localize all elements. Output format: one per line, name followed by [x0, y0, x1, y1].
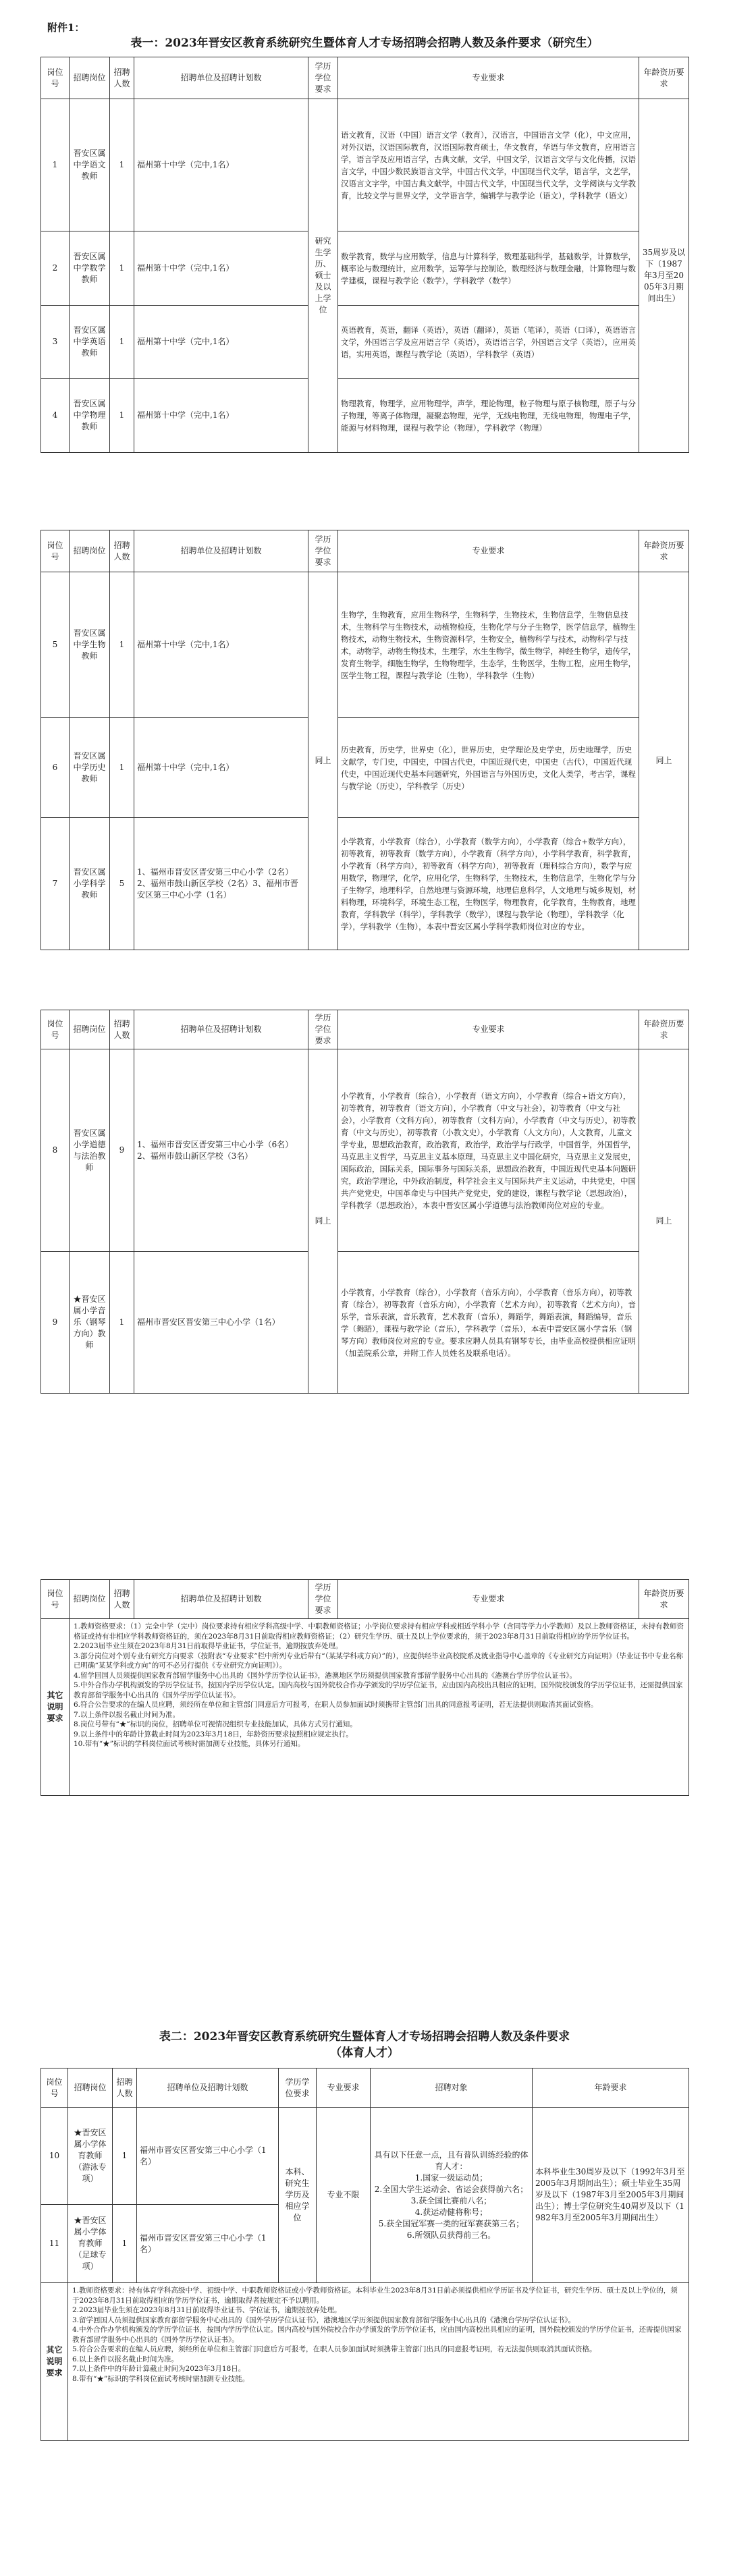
header-no: 岗位号: [41, 2068, 68, 2108]
post-count: 1: [113, 2108, 137, 2205]
major-requirement: 小学教育，小学教育（综合），小学教育（数学方向），小学教育（综合+数学方向），初等教育，初等教育（数学方向），小学教育（科学方向），小学科学教育，科学教育，小学教育（科学方向），初等教育（科学方向），初等教育（理科综合方向），数学与应用数学，物理学，化学，应用化学，生物科学，生物技术，生物信息学，生物化学与分子生物学，地理科学，自然地理与资源环境，地理信息科学，人文地理与城乡规划，材料物理，环境科学，环境生态工程，生物医学，物理教育，化学教育，生物教育，地理教育，学科教学（科学），学科教学（数学），课程与教学论（物理），学科教学（化学），学科教学（生物），本表中晋安区属小学科学教师岗位对应的专业。: [338, 818, 639, 950]
target-item: 6.所领队员获得前三名。: [406, 2230, 496, 2240]
note-item: 3.留学回国人员须提供国家教育部留学服务中心出具的《国外学历学位认证书》，港澳地区学历须提供国家教育部留学服务中心出具的《港澳台学历学位认证书》。: [72, 2315, 576, 2324]
attachment-label: 附件1：: [47, 22, 85, 34]
note-item: 7.以上条件以报名截止时间为准。: [74, 1710, 180, 1719]
header-post: 招聘岗位: [68, 2068, 113, 2108]
post-count: 1: [110, 231, 134, 306]
header-count: 招聘人数: [110, 1580, 134, 1619]
post-unit: 1、福州市晋安区晋安第三中心小学（6名）2、福州市鼓山新区学校（3名）: [134, 1049, 308, 1252]
post-no: 8: [41, 1049, 70, 1252]
notes-label: 其它说明要求: [41, 1619, 70, 1796]
note-item: 2.2023届毕业生须在2023年8月31日前取得毕业证书，学位证书，逾期按放弃处理。: [74, 1642, 343, 1650]
post-unit: 福州市晋安区晋安第三中心小学（1名）: [134, 1252, 308, 1394]
major-requirement: 小学教育，小学教育（综合），小学教育（音乐方向），小学教育（音乐方向），初等教育（综合），初等教育（音乐方向），小学教育（艺术方向），初等教育（艺术方向），音乐学，音乐表演，音乐教育，艺术教育（音乐），舞蹈学，舞蹈表演，舞蹈编导，音乐学（舞蹈），课程与教学论（音乐），学科教学（音乐），本表中晋安区属小学音乐（钢琴方向）教师岗位对应的专业。要求应聘人员具有钢琴专长，由毕业高校提供相应证明（加盖院系公章，并附工作人员姓名及联系电话）。: [338, 1252, 639, 1394]
header-unit: 招聘单位及招聘计划数: [134, 530, 308, 572]
header-no: 岗位号: [41, 1010, 70, 1049]
post-no: 5: [41, 572, 70, 718]
post-no: 6: [41, 718, 70, 818]
header-count: 招聘人数: [110, 57, 134, 99]
header-unit: 招聘单位及招聘计划数: [134, 1010, 308, 1049]
post-no: 1: [41, 99, 70, 231]
table-row: [41, 718, 689, 818]
major-requirement: 英语教育，英语，翻译（英语），英语（翻译），英语（笔译），英语（口译），英语语言文学，外国语言学及应用语言学（英语），英语语言学，外国语言文学（英语），应用英语，实用英语，课程与教学论（英语），学科教学（英语）: [338, 306, 639, 379]
note-item: 6.符合公告要求的在编人员应聘，须经所在单位和主管部门同意后方可报考，在职人员参加面试时须携带主管部门出具的同意报考证明，若无法提供则取消其面试资格。: [74, 1701, 598, 1709]
header-age: 年龄资历要求: [639, 530, 689, 572]
header-major: 专业要求: [338, 1580, 639, 1619]
notes-row: [41, 2283, 689, 2441]
post-name: 晋安区属中学英语教师: [70, 306, 110, 379]
target-item: 具有以下任意一点，且有普队训练经验的体育人才：: [374, 2149, 529, 2171]
major-requirement: 物理教育，物理学，应用物理学，声学，理论物理，粒子物理与原子核物理，原子与分子物理，等离子体物理，凝聚态物理，光学，无线电物理，无线电物理，物理电子学，能源与材料物理，课程与教学论（物理），学科教学（物理）: [338, 379, 639, 453]
notes-content: [70, 1619, 689, 1796]
degree-requirement: 本科、研究生学历及相应学位: [279, 2108, 317, 2283]
post-unit: 福州市晋安区晋安第三中心小学（1名）: [137, 2205, 279, 2283]
post-count: 5: [110, 818, 134, 950]
note-item: 4.留学回国人员须提供国家教育部留学服务中心出具的《国外学历学位认证书》，港澳地区学历须提供国家教育部留学服务中心出具的《港澳台学历学位认证书》。: [74, 1671, 577, 1680]
major-requirement: 小学教育，小学教育（综合），小学教育（语文方向），小学教育（综合+语文方向），初等教育，初等教育（语文方向），小学教育（中文与社会），初等教育（中文与社会），小学教育（文科方向），初等教育（文科方向），小学教育（中文与历史），初等教育（中文与历史），初等教育（小教文史），小学教育（人文方向），人文教育，儿童文学专业，思想政治教育，政治教育，政治学，政治学与行政学，中国哲学，外国哲学，马克思主义哲学，马克思主义基本原理，马克思主义中国化研究，马克思主义发展史，国际政治，国际关系，国际事务与国际关系，思想政治教育，中国近现代史基本问题研究，政治学理论，中外政治制度，科学社会主义与国际共产主义运动，中共党史，中国共产党党史，中国革命史与中国共产党党史，党的建设，课程与教学论（思想政治），学科教学（思想政治），本表中晋安区属小学道德与法治教师岗位对应的专业。: [338, 1049, 639, 1252]
table-row: [41, 2108, 689, 2205]
note-item: 5.符合公告要求的在编人员应聘，须经所在单位和主管部门同意后方可报考，在职人员参加面试时须携带主管部门出具的同意报考证明，若无法提供则取消其面试资格。: [72, 2345, 597, 2353]
header-unit: 招聘单位及招聘计划数: [134, 1580, 308, 1619]
table5-title: 表二：2023年晋安区教育系统研究生暨体育人才专场招聘会招聘人数及条件要求: [159, 2030, 570, 2044]
post-unit: 福州市晋安区晋安第三中心小学（1名）: [137, 2108, 279, 2205]
target-item: 3.获全国比赛前八名；: [410, 2195, 492, 2205]
header-major: 专业要求: [338, 530, 639, 572]
post-unit: 福州第十中学（完中,1名）: [134, 572, 308, 718]
post-name: 晋安区属中学数学教师: [70, 231, 110, 306]
header-age: 年龄资历要求: [639, 57, 689, 99]
post-unit: 福州第十中学（完中,1名）: [134, 99, 308, 231]
header-degree: 学历学位要求: [308, 530, 338, 572]
note-item: 1.教师资格要求：（1）完全中学（完中）岗位要求持有相应学科高级中学、中职教师资格证；小学岗位要求持有相应学科或相近学科小学（含同等学力小学教师）及以上教师资格证，未持有教师资格证或持有非相应学科教师资格证的，须在2023年8月31日前取得相应教师资格证；（2）研究生学历、硕士及以上学位要求的，须于2023年8月31日前取得相应的学历学位证书。: [74, 1622, 684, 1641]
header-age: 年龄资历要求: [639, 1580, 689, 1619]
header-degree: 学历学位要求: [308, 57, 338, 99]
major-requirement: 生物学，生物教育，应用生物科学，生物科学，生物技术，生物信息学，生物信息技术，生物科学与生物技术，动植物检疫，生物化学与分子生物学，医学信息学，植物生物技术，动物生物技术，生物资源科学，生物安全，植物科学与技术，动物科学与技术，动物学，动物生物技术，生理学，水生生物学，微生物学，神经生物学，遗传学，发育生物学，细胞生物学，生物物理学，生态学，生物医学，生物工程，应用生物学，医学生物工程，课程与教学论（生物），学科教学（生物）: [338, 572, 639, 718]
post-unit: 福州第十中学（完中,1名）: [134, 231, 308, 306]
note-item: 5.中外合作办学机构颁发的学历学位证书，按国内学历学位认定。国内高校与国外院校合作办学颁发的学历学位证书，应由国内高校出具相应的证明，国外院校颁发的学历学位证书，还需提供国家教育部留学服务中心出具的《国外学历学位认证书》。: [74, 1681, 683, 1699]
header-target: 招聘对象: [371, 2068, 533, 2108]
target-item: 4.获运动健将称号；: [414, 2207, 488, 2217]
note-item: 8.带有“★”标识的学科岗位面试考核时需加测专业技能。: [72, 2374, 250, 2383]
post-name: 晋安区属中学物理教师: [70, 379, 110, 453]
header-degree: 学历学位要求: [308, 1010, 338, 1049]
post-count: 1: [110, 1252, 134, 1394]
header-unit: 招聘单位及招聘计划数: [137, 2068, 279, 2108]
header-post: 招聘岗位: [70, 1010, 110, 1049]
post-no: 9: [41, 1252, 70, 1394]
table5-subtitle: （体育人才）: [330, 2046, 399, 2060]
post-no: 7: [41, 818, 70, 950]
table4: [40, 1579, 689, 1796]
target-item: 1.国家一级运动员；: [414, 2172, 488, 2183]
age-requirement: 35周岁及以下（1987年3月至2005年3月期间出生）: [639, 99, 689, 453]
post-unit: 福州第十中学（完中,1名）: [134, 718, 308, 818]
post-unit: 福州第十中学（完中,1名）: [134, 379, 308, 453]
header-count: 招聘人数: [113, 2068, 137, 2108]
header-count: 招聘人数: [110, 530, 134, 572]
post-name: 晋安区属中学语文教师: [70, 99, 110, 231]
post-no: 11: [41, 2205, 68, 2283]
header-degree: 学历学位要求: [279, 2068, 317, 2108]
post-name: ★晋安区属小学体育教师（游泳专项）: [68, 2108, 113, 2205]
table-row: [41, 231, 689, 306]
header-degree: 学历学位要求: [308, 1580, 338, 1619]
post-name: ★晋安区属小学音乐（钢琴方向）教师: [70, 1252, 110, 1394]
note-item: 9.以上条件中的年龄计算截止时间为2023年3月18日，年龄资历要求按照相应规定执行。: [74, 1730, 353, 1738]
table-row: [41, 818, 689, 950]
note-item: 8.岗位号带有“★”标识的岗位，招聘单位可视情况组织专业技能加试，具体方式另行通知。: [74, 1720, 357, 1728]
target-item: 2.全国大学生运动会、省运会获得前六名；: [374, 2184, 529, 2194]
notes-label: 其它说明要求: [41, 2283, 68, 2441]
table-row: [41, 379, 689, 453]
note-item: 6.以上条件以报名截止时间为准。: [72, 2355, 179, 2363]
target-requirement: [371, 2108, 533, 2283]
header-major: 专业要求: [317, 2068, 371, 2108]
post-count: 9: [110, 1049, 134, 1252]
major-requirement: 专业不限: [317, 2108, 371, 2283]
post-unit: 1、福州市晋安区晋安第三中心小学（2名）2、福州市鼓山新区学校（2名）3、福州市晋安区第三中心小学（1名）: [134, 818, 308, 950]
age-requirement: 本科毕业生30周岁及以下（1992年3月至2005年3月期间出生）；硕士毕业生35周岁及以下（1987年3月至2005年3月期间出生）；博士学位研究生40周岁及以下（1982年3月至2005年3月期间出生）: [533, 2108, 689, 2283]
header-post: 招聘岗位: [70, 57, 110, 99]
table5-header-row: [41, 2068, 689, 2108]
note-item: 1.教师资格要求：持有体育学科高级中学、初级中学、中职教师资格证或小学教师资格证。本科毕业生2023年8月31日前必须提供相应学历证书及学位证书，研究生学历、硕士及以上学位的，须于2023年8月31日前取得相应的学历学位证书，逾期取得者按规定不予以聘用。: [72, 2286, 678, 2305]
table-row: [41, 306, 689, 379]
note-item: 7.以上条件中的年龄计算截止时间为2023年3月18日。: [72, 2365, 246, 2373]
note-item: 10.带有“★”标识的学科岗位面试考核时需加测专业技能，具体另行通知。: [74, 1740, 305, 1748]
post-no: 3: [41, 306, 70, 379]
table2-header-row: [41, 530, 689, 572]
header-count: 招聘人数: [110, 1010, 134, 1049]
header-post: 招聘岗位: [70, 1580, 110, 1619]
major-requirement: 语文教育，汉语（中国）语言文学（教育），汉语言，中国语言文学（化），中文应用，对外汉语，汉语国际教育，汉语国际教育硕士，华文教育，华语与华文教育，应用语言学，语言学及应用语言学，古典文献，文学，中国文学，汉语言文学与文化传播，汉语言文学，中国少数民族语言文学，中国古代文学，中国现当代文学，语言学，文艺学，汉语言文字学，中国古典文献学，中国古代文学，中国现当代文学，文学阅读与文学教育，比较文学与世界文学，文学语言学，编辑学与教学论（语文），学科教学（语文）: [338, 99, 639, 231]
table-row: [41, 99, 689, 231]
post-name: ★晋安区属小学体育教师（足球专项）: [68, 2205, 113, 2283]
post-name: 晋安区属中学历史教师: [70, 718, 110, 818]
table-row: [41, 572, 689, 718]
degree-requirement: 研究生学历、硕士及以上学位: [308, 99, 338, 453]
post-count: 1: [110, 379, 134, 453]
target-item: 5.获全国冠军赛一类的冠军赛获第三名；: [378, 2218, 524, 2228]
table1: [40, 57, 689, 453]
post-no: 10: [41, 2108, 68, 2205]
post-name: 晋安区属小学道德与法治教师: [70, 1049, 110, 1252]
age-requirement: 同上: [639, 1049, 689, 1394]
age-requirement: 同上: [639, 572, 689, 950]
major-requirement: 历史教育，历史学，世界史（化），世界历史，史学理论及史学史，历史地理学，历史文献学，专门史，中国史，中国古代史，中国近现代史，中国史（古代），中国近代现代史，中国近现代史基本问题研究，外国语言与外国历史，文化人类学，考古学，课程与教学论（历史），学科教学（历史）: [338, 718, 639, 818]
header-no: 岗位号: [41, 57, 70, 99]
table3-header-row: [41, 1010, 689, 1049]
degree-requirement: 同上: [308, 572, 338, 950]
note-item: 3.部分岗位对个别专业有研究方向要求（按附表“专业要求”栏中所列专业后带有“（某某学科或方向）”的），应提供经毕业高校院系及就业指导中心盖章的《专业研究方向证明》（毕业证书中专业名称已明确“某某学科或方向”的可不必另行提供《专业研究方向证明》）。: [74, 1651, 683, 1670]
table2: [40, 530, 689, 950]
header-post: 招聘岗位: [70, 530, 110, 572]
note-item: 4.中外合作办学机构颁发的学历学位证书，按国内学历学位认定。国内高校与国外院校合作办学颁发的学历学位证书，应由国内高校出具相应的证明，国外院校颁发的学历学位证书，还需提供国家教育部留学服务中心出具的《国外学历学位认证书》。: [72, 2326, 682, 2344]
header-age: 年龄要求: [533, 2068, 689, 2108]
table-row: [41, 1049, 689, 1252]
notes-row: [41, 1619, 689, 1796]
header-unit: 招聘单位及招聘计划数: [134, 57, 308, 99]
post-name: 晋安区属中学生物教师: [70, 572, 110, 718]
post-name: 晋安区属小学科学教师: [70, 818, 110, 950]
post-count: 1: [110, 99, 134, 231]
table1-title: 表一：2023年晋安区教育系统研究生暨体育人才专场招聘会招聘人数及条件要求（研究生）: [130, 36, 599, 50]
header-age: 年龄资历要求: [639, 1010, 689, 1049]
notes-content: [68, 2283, 689, 2441]
table1-header-row: [41, 57, 689, 99]
table-row: [41, 1252, 689, 1394]
post-count: 1: [110, 572, 134, 718]
post-count: 1: [110, 306, 134, 379]
post-no: 2: [41, 231, 70, 306]
degree-requirement: 同上: [308, 1049, 338, 1394]
header-no: 岗位号: [41, 530, 70, 572]
table4-header-row: [41, 1580, 689, 1619]
table5: [40, 2068, 689, 2441]
header-major: 专业要求: [338, 1010, 639, 1049]
table3: [40, 1010, 689, 1394]
major-requirement: 数学教育，数学与应用数学，信息与计算科学，数理基础科学，基础数学，计算数学，概率论与数理统计，应用数学，运筹学与控制论，数理经济与数理金融，计算物理与数学建模，课程与教学论（数学），学科教学（数学）: [338, 231, 639, 306]
note-item: 2.2023届毕业生须在2023年8月31日前取得毕业证书、学位证书，逾期按放弃处理。: [72, 2306, 342, 2314]
header-major: 专业要求: [338, 57, 639, 99]
post-count: 1: [110, 718, 134, 818]
post-unit: 福州第十中学（完中,1名）: [134, 306, 308, 379]
post-count: 1: [113, 2205, 137, 2283]
header-no: 岗位号: [41, 1580, 70, 1619]
post-no: 4: [41, 379, 70, 453]
